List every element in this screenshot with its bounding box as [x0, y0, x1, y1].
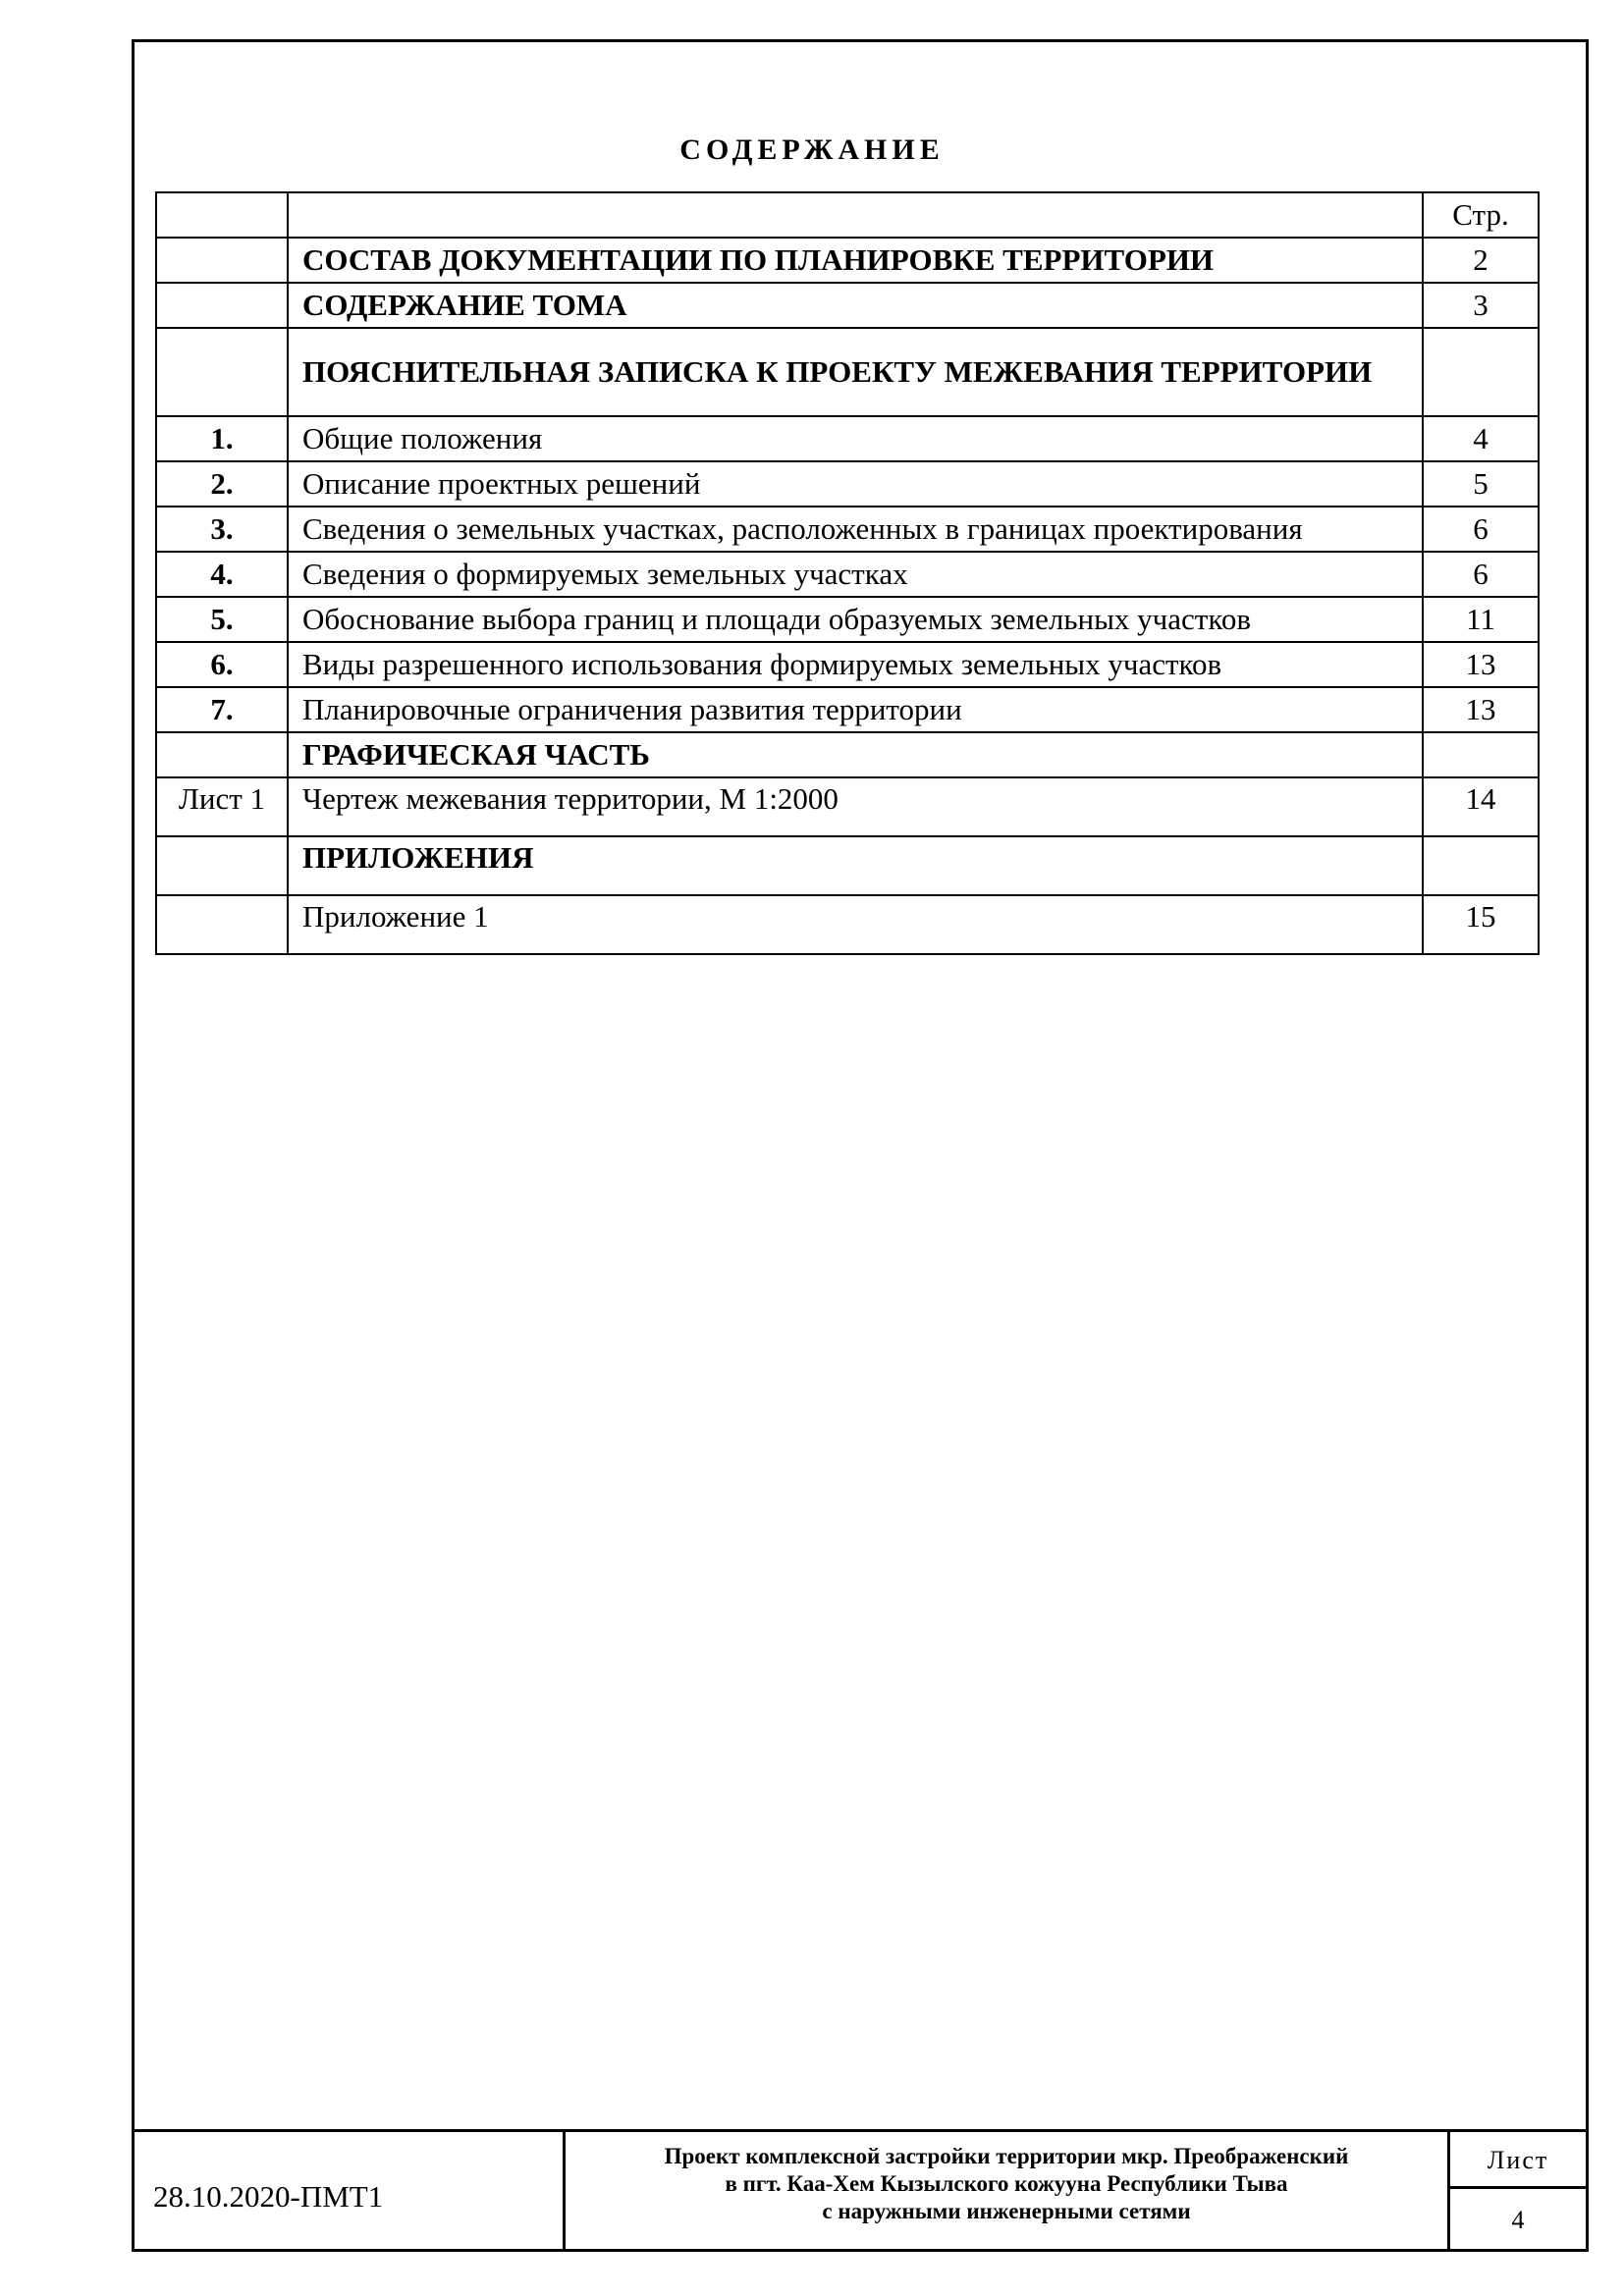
row-title: Сведения о формируемых земельных участках	[288, 552, 1423, 597]
document-code: 28.10.2020-ПМТ1	[153, 2179, 384, 2214]
row-number: 2.	[156, 461, 288, 507]
table-row	[156, 507, 1539, 552]
row-number: 5.	[156, 597, 288, 642]
row-page: 6	[1423, 552, 1539, 597]
row-title: Описание проектных решений	[288, 461, 1423, 507]
row-number	[156, 732, 288, 777]
project-name-line: Проект комплексной застройки территории мкр. Преображенский	[664, 2144, 1349, 2168]
row-number: 4.	[156, 552, 288, 597]
table-row	[156, 732, 1539, 777]
table-row	[156, 328, 1539, 416]
row-title: СОСТАВ ДОКУМЕНТАЦИИ ПО ПЛАНИРОВКЕ ТЕРРИТОРИИ	[288, 238, 1423, 283]
project-name	[563, 2132, 1450, 2252]
table-row	[156, 416, 1539, 461]
row-page: 14	[1423, 777, 1539, 836]
row-page: 6	[1423, 507, 1539, 552]
row-page: 13	[1423, 687, 1539, 732]
header-page-cell: Стр.	[1423, 192, 1539, 238]
row-number: 6.	[156, 642, 288, 687]
row-title: Чертеж межевания территории, М 1:2000	[288, 777, 1423, 836]
row-page	[1423, 328, 1539, 416]
project-name-line: с наружными инженерными сетями	[822, 2199, 1191, 2223]
contents-table	[155, 191, 1540, 955]
row-page	[1423, 836, 1539, 895]
row-page	[1423, 732, 1539, 777]
table-row	[156, 283, 1539, 328]
row-number: 3.	[156, 507, 288, 552]
table-row	[156, 777, 1539, 836]
title-block	[132, 2129, 1589, 2252]
row-page: 15	[1423, 895, 1539, 954]
table-header-row	[156, 192, 1539, 238]
row-page: 5	[1423, 461, 1539, 507]
page-title: СОДЕРЖАНИЕ	[679, 133, 945, 166]
header-text-cell	[288, 192, 1423, 238]
row-page: 4	[1423, 416, 1539, 461]
row-title: Планировочные ограничения развития территории	[288, 687, 1423, 732]
row-number: 7.	[156, 687, 288, 732]
sheet-label: Лист	[1450, 2132, 1586, 2189]
row-title: ПРИЛОЖЕНИЯ	[288, 836, 1423, 895]
row-number	[156, 836, 288, 895]
project-name-line: в пгт. Каа-Хем Кызылского кожууна Республики Тыва	[725, 2171, 1288, 2196]
row-number	[156, 238, 288, 283]
table-row	[156, 552, 1539, 597]
row-title: ГРАФИЧЕСКАЯ ЧАСТЬ	[288, 732, 1423, 777]
table-row	[156, 836, 1539, 895]
header-num-cell	[156, 192, 288, 238]
row-title: СОДЕРЖАНИЕ ТОМА	[288, 283, 1423, 328]
table-row	[156, 642, 1539, 687]
row-title: Сведения о земельных участках, расположенных в границах проектирования	[288, 507, 1423, 552]
row-title: ПОЯСНИТЕЛЬНАЯ ЗАПИСКА К ПРОЕКТУ МЕЖЕВАНИЯ ТЕРРИТОРИИ	[288, 328, 1423, 416]
row-title: Виды разрешенного использования формируемых земельных участков	[288, 642, 1423, 687]
row-number	[156, 328, 288, 416]
sheet-number: 4	[1511, 2206, 1525, 2234]
row-number: 1.	[156, 416, 288, 461]
row-page: 2	[1423, 238, 1539, 283]
row-number	[156, 895, 288, 954]
row-number: Лист 1	[156, 777, 288, 836]
table-row	[156, 461, 1539, 507]
row-page: 13	[1423, 642, 1539, 687]
table-row	[156, 687, 1539, 732]
row-page: 3	[1423, 283, 1539, 328]
row-page: 11	[1423, 597, 1539, 642]
row-number	[156, 283, 288, 328]
row-title: Обоснование выбора границ и площади образуемых земельных участков	[288, 597, 1423, 642]
table-row	[156, 238, 1539, 283]
table-row	[156, 597, 1539, 642]
row-title: Приложение 1	[288, 895, 1423, 954]
table-row	[156, 895, 1539, 954]
row-title: Общие положения	[288, 416, 1423, 461]
